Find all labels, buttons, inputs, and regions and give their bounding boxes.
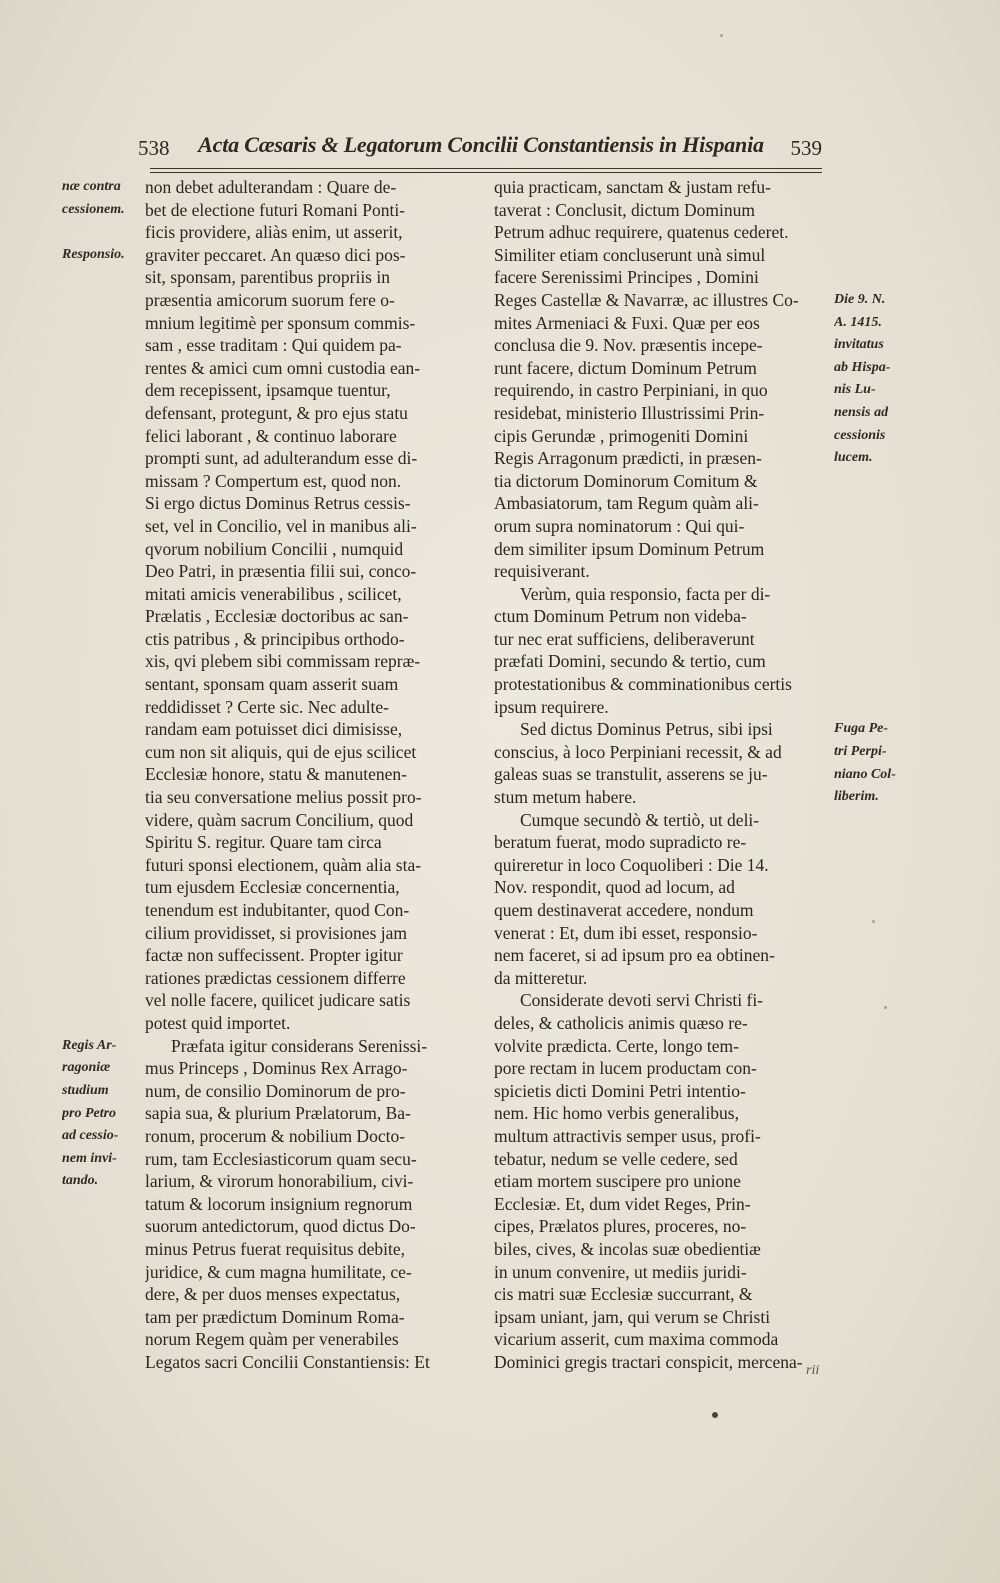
- text-line: juridice, & cum magna humilitate, ce-: [145, 1261, 412, 1282]
- text-line: protestationibus & comminationibus certis: [494, 674, 792, 695]
- text-line: xis, qvi plebem sibi commissam repræ-: [145, 651, 421, 672]
- text-line: felici laborant , & continuo laborare: [145, 425, 397, 446]
- catchword: rii: [806, 1363, 820, 1378]
- text-line: nem faceret, si ad ipsum pro ea obtinen-: [494, 945, 775, 966]
- text-line: Nov. respondit, quod ad locum, ad: [494, 877, 735, 898]
- margin-note: studium: [62, 1083, 109, 1098]
- text-line: galeas suas se transtulit, asserens se ju-: [494, 764, 768, 785]
- text-line: etiam mortem suscipere pro unione: [494, 1171, 741, 1192]
- margin-note: Die 9. N.: [834, 292, 886, 307]
- text-line: Spiritu S. regitur. Quare tam circa: [145, 832, 382, 853]
- text-line: in unum convenire, ut mediis juridi-: [494, 1261, 747, 1282]
- text-line: da mitteretur.: [494, 967, 588, 988]
- text-line: nem. Hic homo verbis generalibus,: [494, 1103, 739, 1124]
- header-rule: [150, 168, 822, 169]
- margin-note: niano Col-: [834, 766, 896, 782]
- text-line: cipis Gerundæ , primogeniti Domini: [494, 425, 749, 446]
- text-line: sam , esse traditam : Qui quidem pa-: [145, 335, 402, 356]
- margin-note: Regis Ar-: [62, 1037, 117, 1053]
- margin-note: cessionem.: [62, 201, 125, 217]
- text-line: cipes, Prælatos plures, proceres, no-: [494, 1216, 747, 1237]
- text-line: randam eam potuisset dici dimisisse,: [145, 719, 403, 740]
- text-line: conclusa die 9. Nov. præsentis incepe-: [494, 335, 763, 356]
- margin-note: tri Perpi-: [834, 744, 887, 759]
- text-line: larium, & virorum honorabilium, civi-: [145, 1171, 414, 1192]
- text-line: quireretur in loco Coquoliberi : Die 14.: [494, 854, 769, 875]
- text-line: graviter peccaret. An quæso dici pos-: [145, 244, 406, 265]
- margin-note: Fuga Pe-: [834, 721, 889, 737]
- text-line: cis matri suæ Ecclesiæ succurrant, &: [494, 1284, 753, 1305]
- text-line: mnium legitimè per sponsum commis-: [145, 312, 416, 333]
- page-number-right: 539: [790, 136, 822, 160]
- text-line: Reges Castellæ & Navarræ, ac illustres Co-: [494, 289, 799, 310]
- text-line: quia practicam, sanctam & justam refu-: [494, 177, 771, 197]
- text-line: Verùm, quia responsio, facta per di-: [520, 583, 771, 604]
- text-line: præfati Domini, secundo & tertio, cum: [494, 651, 766, 672]
- margin-note: ab Hispa-: [834, 359, 891, 375]
- text-line: vicarium asserit, cum maxima commoda: [494, 1329, 779, 1350]
- text-line: sit, sponsam, parentibus propriis in: [145, 267, 390, 288]
- text-line: tia dictorum Dominorum Comitum &: [494, 470, 758, 491]
- text-line: Si ergo dictus Dominus Retrus cessis-: [145, 493, 411, 514]
- text-line: potest quid importet.: [145, 1012, 291, 1033]
- text-line: multum attractivis semper usus, profi-: [494, 1125, 761, 1146]
- text-line: tia seu conversatione melius possit pro-: [145, 787, 422, 808]
- text-line: videre, quàm sacrum Concilium, quod: [145, 809, 414, 830]
- text-line: dem similiter ipsum Dominum Petrum: [494, 538, 765, 559]
- text-line: dere, & per duos menses expectatus,: [145, 1284, 401, 1305]
- margin-note: liberim.: [834, 789, 879, 805]
- text-line: Dominici gregis tractari conspicit, mercena-: [494, 1351, 803, 1372]
- text-line: Prælatis , Ecclesiæ doctoribus ac san-: [145, 606, 409, 627]
- text-line: rationes prædictas cessionem differre: [145, 967, 406, 988]
- header-rule-double: [150, 172, 822, 173]
- text-line: tam per prædictum Dominum Roma-: [145, 1306, 405, 1327]
- right-text-column: [494, 176, 828, 1373]
- text-line: cilium providisset, si provisiones jam: [145, 922, 407, 943]
- text-line: runt facere, dictum Dominum Petrum: [494, 357, 757, 378]
- paper-speck: [884, 1006, 887, 1009]
- text-line: suorum antedictorum, quod dictus Do-: [145, 1216, 416, 1237]
- text-line: deles, & catholicis animis quæso re-: [494, 1012, 748, 1033]
- text-line: num, de consilio Dominorum de pro-: [145, 1080, 406, 1101]
- running-header: [138, 132, 822, 166]
- text-line: venerat : Et, dum ibi esset, responsio-: [494, 922, 758, 943]
- text-line: ctum Dominum Petrum non videba-: [494, 606, 747, 627]
- margin-note: ad cessio-: [62, 1128, 119, 1144]
- text-line: conscius, à loco Perpiniani recessit, & ad: [494, 741, 782, 762]
- text-line: Similiter etiam concluserunt unà simul: [494, 244, 766, 265]
- text-line: set, vel in Concilio, vel in manibus ali-: [145, 515, 417, 536]
- paper-speck: [720, 34, 723, 37]
- text-line: mitati amicis venerabilibus , scilicet,: [145, 583, 402, 604]
- margin-note: lucem.: [834, 450, 873, 466]
- text-line: mus Princeps , Dominus Rex Arrago-: [145, 1058, 408, 1079]
- text-line: sapia sua, & plurium Prælatorum, Ba-: [145, 1103, 411, 1124]
- text-line: mites Armeniaci & Fuxi. Quæ per eos: [494, 312, 760, 333]
- text-line: volvite prædicta. Certe, longo tem-: [494, 1035, 739, 1056]
- text-line: tebatur, nedum se velle cedere, sed: [494, 1148, 738, 1169]
- text-line: minus Petrus fuerat requisitus debite,: [145, 1238, 406, 1259]
- text-line: ronum, procerum & nobilium Docto-: [145, 1125, 406, 1146]
- text-line: non debet adulterandam : Quare de-: [145, 177, 397, 197]
- margin-note: nis Lu-: [834, 382, 876, 398]
- text-line: spicietis dicti Domini Petri intentio-: [494, 1080, 746, 1101]
- text-line: ipsam uniant, jam, qui verum se Christi: [494, 1306, 771, 1327]
- margin-note: næ contra: [62, 179, 121, 194]
- text-line: futuri sponsi electionem, quàm alia sta-: [145, 854, 422, 875]
- text-line: Ecclesiæ. Et, dum videt Reges, Prin-: [494, 1193, 751, 1214]
- text-line: bet de electione futuri Romani Ponti-: [145, 199, 406, 220]
- text-line: Regis Arragonum prædicti, in præsen-: [494, 448, 762, 469]
- text-line: ipsum requirere.: [494, 696, 609, 717]
- text-line: quem destinaverat accedere, nondum: [494, 900, 754, 920]
- page-number-left: 538: [138, 136, 170, 160]
- text-line: residebat, ministerio Illustrissimi Prin-: [494, 402, 765, 423]
- margin-note: pro Petro: [62, 1105, 117, 1121]
- text-line: tenendum est indubitanter, quod Con-: [145, 900, 410, 920]
- text-line: ficis providere, aliàs enim, ut asserit,: [145, 222, 403, 243]
- text-line: rum, tam Ecclesiasticorum quam secu-: [145, 1148, 417, 1169]
- text-line: reddidisset ? Certe sic. Nec adulte-: [145, 696, 389, 717]
- margin-note: Responsio.: [62, 246, 125, 262]
- margin-note: nensis ad: [834, 405, 889, 420]
- margin-note: ragoniæ: [62, 1060, 111, 1076]
- text-line: præsentia amicorum suorum fere o-: [145, 289, 395, 310]
- text-line: sentant, sponsam quam asserit suam: [145, 674, 399, 695]
- text-line: ctis patribus , & principibus orthodo-: [145, 628, 405, 649]
- text-line: requirendo, in castro Perpiniani, in quo: [494, 380, 768, 401]
- text-line: tur nec erat sufficiens, deliberaverunt: [494, 628, 755, 649]
- text-line: Deo Patri, in præsentia filii sui, conco-: [145, 561, 417, 582]
- margin-note: A. 1415.: [834, 314, 882, 330]
- text-line: Ecclesiæ honore, statu & manutenen-: [145, 764, 407, 785]
- text-line: requisiverant.: [494, 561, 590, 582]
- left-text-column: [145, 176, 475, 1373]
- text-line: orum supra nominatorum : Qui qui-: [494, 515, 745, 536]
- text-line: dem recepissent, ipsamque tuentur,: [145, 380, 391, 401]
- text-line: pore rectam in lucem productam con-: [494, 1058, 757, 1079]
- text-line: Sed dictus Dominus Petrus, sibi ipsi: [520, 719, 773, 740]
- text-line: taverat : Conclusit, dictum Dominum: [494, 199, 756, 220]
- text-line: missam ? Compertum est, quod non.: [145, 470, 402, 491]
- paper-speck: [872, 920, 875, 923]
- text-line: Ambasiatorum, tam Regum quàm ali-: [494, 493, 759, 514]
- text-line: prompti sunt, ad adulterandum esse di-: [145, 448, 418, 469]
- running-title: Acta Cæsaris & Legatorum Concilii Constantiensis in Hispania: [198, 132, 764, 157]
- text-line: beratum fuerat, modo supradicto re-: [494, 832, 747, 853]
- text-line: Præfata igitur considerans Serenissi-: [171, 1035, 428, 1056]
- text-line: defensant, protegunt, & pro ejus statu: [145, 402, 408, 423]
- text-line: facere Serenissimi Principes , Domini: [494, 267, 759, 288]
- text-line: Considerate devoti servi Christi fi-: [520, 990, 764, 1011]
- text-line: Legatos sacri Concilii Constantiensis: Et: [145, 1351, 430, 1372]
- text-line: tatum & locorum insignium regnorum: [145, 1193, 413, 1214]
- text-line: Petrum adhuc requirere, quatenus cederet.: [494, 222, 789, 243]
- margin-note: nem invi-: [62, 1150, 117, 1166]
- text-line: rentes & amici cum omni custodia ean-: [145, 357, 421, 378]
- margin-note: tando.: [62, 1173, 99, 1189]
- text-line: tum ejusdem Ecclesiæ concernentia,: [145, 877, 400, 898]
- text-line: biles, cives, & incolas suæ obedientiæ: [494, 1238, 761, 1259]
- margin-note: cessionis: [834, 427, 886, 443]
- text-line: stum metum habere.: [494, 787, 637, 808]
- text-line: Cumque secundò & tertiò, ut deli-: [520, 809, 760, 830]
- margin-note: invitatus: [834, 337, 884, 353]
- text-line: factæ non suffecissent. Propter igitur: [145, 945, 403, 966]
- text-line: norum Regem quàm per venerabiles: [145, 1329, 399, 1350]
- ink-dot: [712, 1412, 718, 1418]
- text-line: vel nolle facere, quilicet judicare satis: [145, 990, 411, 1011]
- text-line: cum non sit aliquis, qui de ejus scilicet: [145, 741, 417, 762]
- text-line: qvorum nobilium Concilii , numquid: [145, 538, 404, 559]
